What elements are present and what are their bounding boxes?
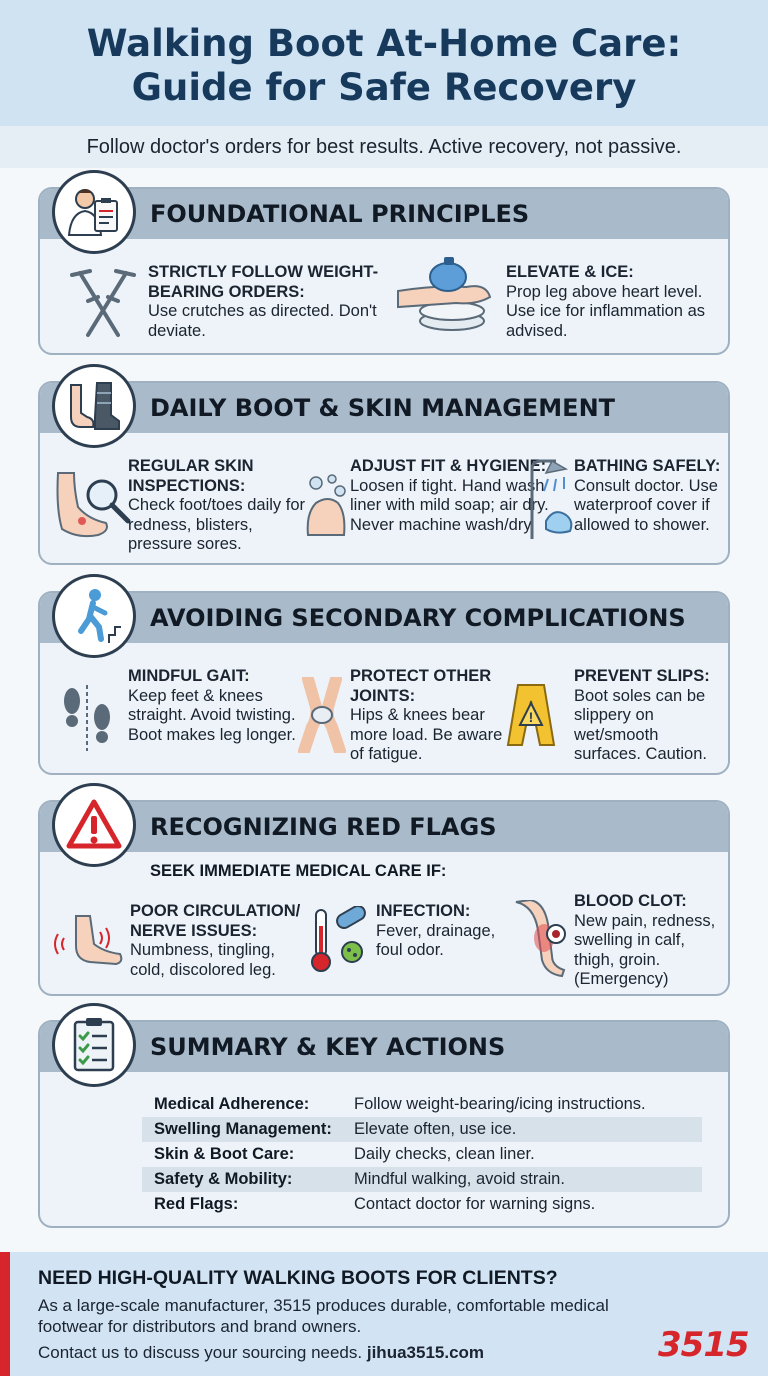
table-row: [142, 1167, 702, 1192]
item-text: Boot soles can be slippery on wet/smooth surfaces. Caution.: [574, 686, 707, 763]
item-elevate-ice: [506, 263, 720, 341]
item-text: Hips & knees bear more load. Be aware of fatigue.: [350, 706, 503, 763]
item-blood-clot: [574, 892, 724, 990]
item-text: Consult doctor. Use waterproof cover if allowed to shower.: [574, 476, 718, 534]
item-text: Use crutches as directed. Don't deviate.: [148, 302, 377, 340]
summary-key: Safety & Mobility:: [154, 1170, 293, 1188]
section-title: SUMMARY & KEY ACTIONS: [150, 1033, 506, 1061]
brand-logo: 3515: [658, 1325, 749, 1365]
item-text: Loosen if tight. Hand wash liner with mild soap; air dry. Never machine wash/dry.: [350, 476, 549, 534]
item-text: New pain, redness, swelling in calf, thigh, groin. (Emergency): [574, 911, 716, 988]
summary-table: [142, 1092, 702, 1217]
doctor-clipboard-icon: [52, 170, 136, 254]
footer-text: As a large-scale manufacturer, 3515 produces durable, comfortable medical footwear for distributors and brand owners.: [38, 1296, 609, 1336]
checklist-clipboard-icon: [52, 1003, 136, 1087]
hand-washing-icon: [302, 473, 352, 537]
foot-magnifier-icon: [48, 469, 134, 541]
section-title: FOUNDATIONAL PRINCIPLES: [150, 200, 530, 228]
table-row: [142, 1192, 702, 1217]
knee-joint-icon: [294, 677, 350, 753]
item-label: ELEVATE & ICE:: [506, 263, 634, 281]
footer-title: NEED HIGH-QUALITY WALKING BOOTS FOR CLIENTS?: [38, 1267, 558, 1289]
wet-floor-sign-icon: [506, 681, 556, 747]
foot-tingling-icon: [50, 914, 130, 970]
page-title-line-2: Guide for Safe Recovery: [131, 66, 637, 109]
item-weight-bearing: [148, 263, 386, 341]
footer-accent-bar: [0, 1252, 10, 1376]
section-title: DAILY BOOT & SKIN MANAGEMENT: [150, 394, 616, 422]
table-row: [142, 1142, 702, 1167]
item-label: STRICTLY FOLLOW WEIGHT-BEARING ORDERS:: [148, 263, 379, 301]
footer-contact: [38, 1343, 484, 1363]
footprints-icon: [58, 683, 118, 753]
page-title: [0, 22, 768, 110]
summary-key: Red Flags:: [154, 1195, 239, 1213]
section-red-flags: [38, 800, 730, 996]
item-text: Numbness, tingling, cold, discolored leg.: [130, 941, 276, 979]
item-label: MINDFUL GAIT:: [128, 667, 250, 685]
table-row: [142, 1117, 702, 1142]
item-label: BLOOD CLOT:: [574, 892, 687, 910]
warning-triangle-icon: [52, 783, 136, 867]
item-text: Check foot/toes daily for redness, blisters, pressure sores.: [128, 496, 306, 553]
item-text: Fever, drainage, foul odor.: [376, 921, 496, 959]
section-summary: [38, 1020, 730, 1228]
ice-pack-leg-icon: [396, 247, 496, 337]
section-title: RECOGNIZING RED FLAGS: [150, 813, 497, 841]
item-prevent-slips: [574, 667, 724, 765]
contact-link[interactable]: jihua3515.com: [366, 1343, 485, 1362]
item-bathing: [574, 457, 724, 535]
item-poor-circulation: [130, 902, 310, 980]
item-mindful-gait: [128, 667, 298, 745]
thermometer-germ-icon: [308, 906, 372, 974]
item-label: REGULAR SKIN INSPECTIONS:: [128, 457, 254, 495]
summary-value: Daily checks, clean liner.: [354, 1145, 535, 1163]
section-title: AVOIDING SECONDARY COMPLICATIONS: [150, 604, 686, 632]
item-infection: [376, 902, 516, 961]
foot-walking-boot-icon: [52, 364, 136, 448]
item-label: INFECTION:: [376, 902, 471, 920]
item-label: BATHING SAFELY:: [574, 457, 721, 475]
item-label: PREVENT SLIPS:: [574, 667, 710, 685]
section-foundational: [38, 187, 730, 355]
item-text: Prop leg above heart level. Use ice for inflammation as advised.: [506, 282, 705, 340]
item-label: PROTECT OTHER JOINTS:: [350, 667, 492, 705]
item-protect-joints: [350, 667, 510, 765]
leg-blood-clot-icon: [506, 900, 570, 980]
summary-key: Medical Adherence:: [154, 1095, 310, 1113]
page-title-line-1: Walking Boot At-Home Care:: [86, 22, 682, 65]
summary-key: Skin & Boot Care:: [154, 1145, 295, 1163]
summary-value: Follow weight-bearing/icing instructions.: [354, 1095, 646, 1113]
item-skin-inspections: [128, 457, 308, 555]
summary-value: Mindful walking, avoid strain.: [354, 1170, 565, 1188]
section-avoiding-complications: [38, 591, 730, 775]
item-text: Keep feet & knees straight. Avoid twisting. Boot makes leg longer.: [128, 686, 296, 744]
summary-value: Elevate often, use ice.: [354, 1120, 517, 1138]
table-row: [142, 1092, 702, 1117]
item-fit-hygiene: [350, 457, 550, 535]
shower-icon: [526, 459, 576, 539]
contact-text: Contact us to discuss your sourcing needs.: [38, 1343, 363, 1362]
crutches-icon: [68, 267, 138, 339]
summary-key: Swelling Management:: [154, 1120, 332, 1138]
section-daily-boot: [38, 381, 730, 565]
item-label: POOR CIRCULATION/ NERVE ISSUES:: [130, 902, 301, 940]
walking-person-icon: [52, 574, 136, 658]
page-subtitle: Follow doctor's orders for best results. Active recovery, not passive.: [86, 136, 682, 158]
summary-value: Contact doctor for warning signs.: [354, 1195, 596, 1213]
svg-text:!: !: [528, 709, 534, 725]
item-label: ADJUST FIT & HYGIENE:: [350, 457, 547, 475]
red-flags-intro: SEEK IMMEDIATE MEDICAL CARE IF:: [150, 862, 447, 880]
